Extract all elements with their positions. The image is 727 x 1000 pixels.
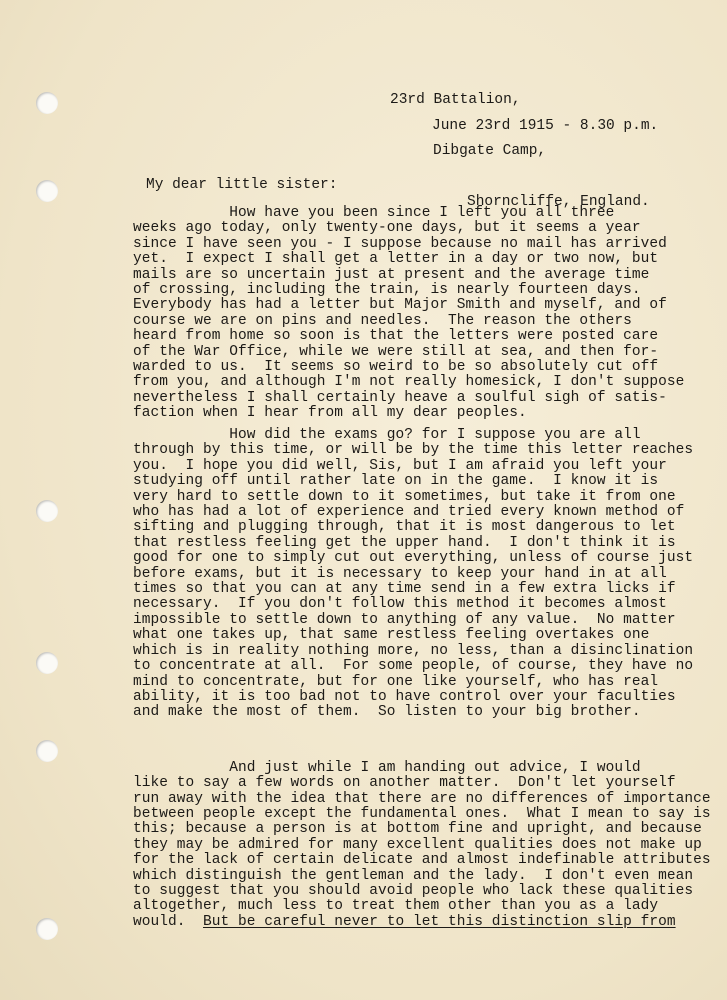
letter-date: June 23rd 1915 - 8.30 p.m. <box>432 118 659 134</box>
punch-hole <box>36 180 58 202</box>
punch-hole <box>36 740 58 762</box>
text-line: necessary. If you don't follow this method it becomes almost <box>133 596 667 613</box>
text-line: between people except the fundamental ones. What I mean to say is <box>133 806 711 823</box>
text-line: warded to us. It seems so weird to be so absolutely cut off <box>133 359 659 376</box>
text-line: which distinguish the gentleman and the lady. I don't even mean <box>133 867 694 884</box>
text-line: ability, it is too bad not to have control over your faculties <box>133 688 676 705</box>
text-line: run away with the idea that there are no differences of importance <box>133 790 711 807</box>
last-line-plain: would. <box>133 913 204 930</box>
text-line: good for one to simply cut out everything, unless of course just <box>133 550 694 567</box>
paragraph-2 <box>133 428 693 721</box>
text-line: sifting and plugging through, that it is most dangerous to let <box>133 519 676 536</box>
text-line: times so that you can at any time send in a few extra licks if <box>133 581 676 598</box>
text-line: altogether, much less to treat them other than you as a lady <box>133 898 659 915</box>
text-line: who has had a lot of experience and tried every known method of <box>133 504 685 521</box>
text-line: this; because a person is at bottom fine and upright, and because <box>133 821 702 838</box>
text-line: before exams, but it is necessary to keep your hand in at all <box>133 565 667 582</box>
text-line: of crossing, including the train, is nearly fourteen days. <box>133 282 641 299</box>
paragraph-3-last-line <box>133 884 676 961</box>
salutation: My dear little sister: <box>146 177 338 193</box>
text-line: How have you been since I left you all three <box>133 205 615 221</box>
text-line: to suggest that you should avoid people who lack these qualities <box>133 883 694 900</box>
text-line: you. I hope you did well, Sis, but I am afraid you left your <box>133 457 667 474</box>
text-line: what one takes up, that same restless feeling overtakes one <box>133 627 650 644</box>
text-line: Everybody has had a letter but Major Smith and myself, and of <box>133 297 667 314</box>
text-line: since I have seen you - I suppose because no mail has arrived <box>133 235 667 252</box>
text-line: studying off until rather late on in the game. I know it is <box>133 473 659 490</box>
text-line: very hard to settle down to it sometimes, but take it from one <box>133 488 676 505</box>
text-line: to concentrate at all. For some people, of course, they have no <box>133 658 694 675</box>
paragraph-1 <box>133 206 684 422</box>
punch-hole <box>36 652 58 674</box>
text-line: they may be admired for many excellent qualities does not make up <box>133 836 702 853</box>
punch-hole <box>36 918 58 940</box>
text-line: that restless feeling get the upper hand. I don't think it is <box>133 534 676 551</box>
text-line: mails are so uncertain just at present and the average time <box>133 266 650 283</box>
text-line: weeks ago today, only twenty-one days, but it seems a year <box>133 220 641 237</box>
text-line: like to say a few words on another matter. Don't let yourself <box>133 775 676 792</box>
text-line: of the War Office, while we were still at sea, and then for- <box>133 343 659 360</box>
punch-hole <box>36 92 58 114</box>
underlined-text: But be careful never to let this distinction slip from <box>203 913 676 930</box>
text-line: through by this time, or will be by the time this letter reaches <box>133 442 694 459</box>
text-line: mind to concentrate, but for one like yourself, who has real <box>133 673 659 690</box>
address-line: Shorncliffe, England. <box>467 194 650 210</box>
address-line: Dibgate Camp, <box>433 143 547 159</box>
text-line: heard from home so soon is that the letters were posted care <box>133 328 659 345</box>
text-line: nevertheless I shall certainly heave a soulful sigh of satis- <box>133 389 667 406</box>
text-line: and make the most of them. So listen to your big brother. <box>133 704 641 721</box>
text-line: which is in reality nothing more, no less, than a disinclination <box>133 642 694 659</box>
punch-hole <box>36 500 58 522</box>
text-line: And just while I am handing out advice, I would <box>133 759 641 776</box>
text-line: course we are on pins and needles. The reason the others <box>133 312 632 329</box>
text-line: for the lack of certain delicate and almost indefinable attributes <box>133 852 711 869</box>
text-line: yet. I expect I shall get a letter in a day or two now, but <box>133 251 659 268</box>
address-line: 23rd Battalion, <box>390 92 521 108</box>
text-line: How did the exams go? for I suppose you are all <box>133 427 641 443</box>
text-line: from you, and although I'm not really homesick, I don't suppose <box>133 374 685 391</box>
text-line: impossible to settle down to anything of any value. No matter <box>133 611 676 628</box>
text-line: faction when I hear from all my dear peoples. <box>133 405 527 422</box>
